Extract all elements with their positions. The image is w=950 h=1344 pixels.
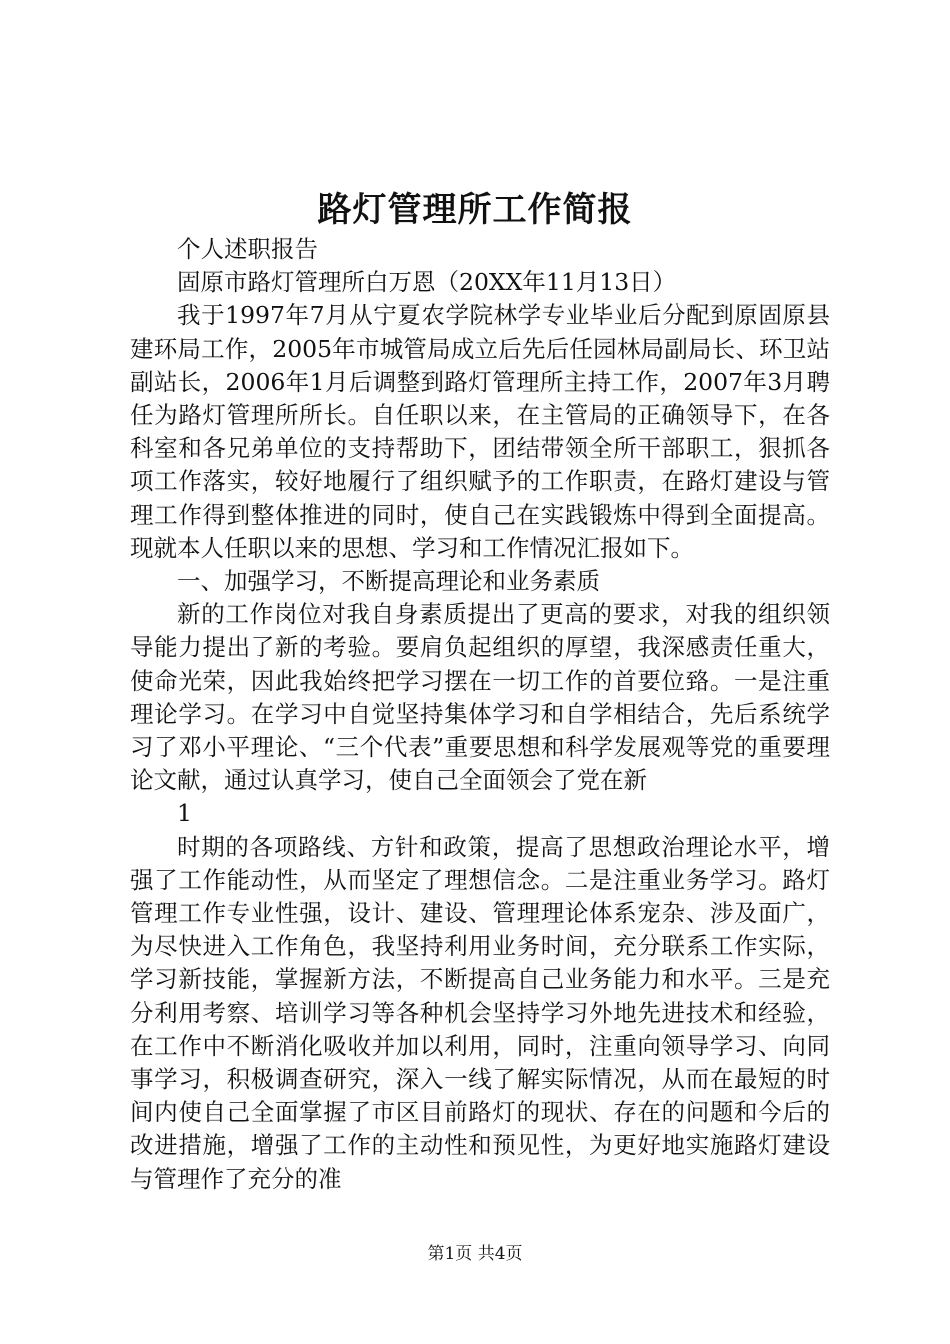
- document-body: [130, 233, 830, 1196]
- paragraph-study: 新的工作岗位对我自身素质提出了更高的要求，对我的组织领导能力提出了新的考验。要肩负起组织的厚望，我深感责任重大，使命光荣，因此我始终把学习摆在一切工作的首要位臵。一是注重理论学习。在学习中自觉坚持集体学习和自学相结合，先后系统学习了邓小平理论、“三个代表”重要思想和科学发展观等党的重要理论文献，通过认真学习，使自己全面领会了党在新: [130, 600, 830, 795]
- paragraph-section-heading: 一、加强学习，不断提高理论和业务素质: [177, 567, 600, 596]
- paragraph-intro: 我于1997年7月从宁夏农学院林学专业毕业后分配到原固原县建环局工作，2005年市城管局成立后先后任园林局副局长、环卫站副站长，2006年1月后调整到路灯管理所主持工作，2007年3月聘任为路灯管理所所长。自任职以来，在主管局的正确领导下，在各科室和各兄弟单位的支持帮助下，团结带领全所干部职工，狠抓各项工作落实，较好地履行了组织赋予的工作职责，在路灯建设与管理工作得到整体推进的同时，使自己在实践锻炼中得到全面提高。现就本人任职以来的思想、学习和工作情况汇报如下。: [130, 301, 830, 562]
- paragraph-continued: 时期的各项路线、方针和政策，提高了思想政治理论水平，增强了工作能动性，从而坚定了理想信念。二是注重业务学习。路灯管理工作专业性强，设计、建设、管理理论体系宠杂、涉及面广，为尽快进入工作角色，我坚持利用业务时间，充分联系工作实际，学习新技能，掌握新方法，不断提高自己业务能力和水平。三是充分利用考察、培训学习等各种机会坚持学习外地先进技术和经验，在工作中不断消化吸收并加以利用，同时，注重向领导学习、向同事学习，积极调查研究，深入一线了解实际情况，从而在最短的时间内使自己全面掌握了市区目前路灯的现状、存在的问题和今后的改进措施，增强了工作的主动性和预见性，为更好地实施路灯建设与管理作了充分的准: [130, 832, 830, 1193]
- page-footer: 第1页 共4页: [427, 1244, 523, 1264]
- paragraph-heading: 个人述职报告: [177, 235, 318, 263]
- paragraph-author-line: 固原市路灯管理所白万恩（20XX年11月13日）: [177, 268, 677, 297]
- page-marker: 1: [177, 799, 192, 828]
- document-title: 路灯管理所工作简报: [317, 190, 633, 230]
